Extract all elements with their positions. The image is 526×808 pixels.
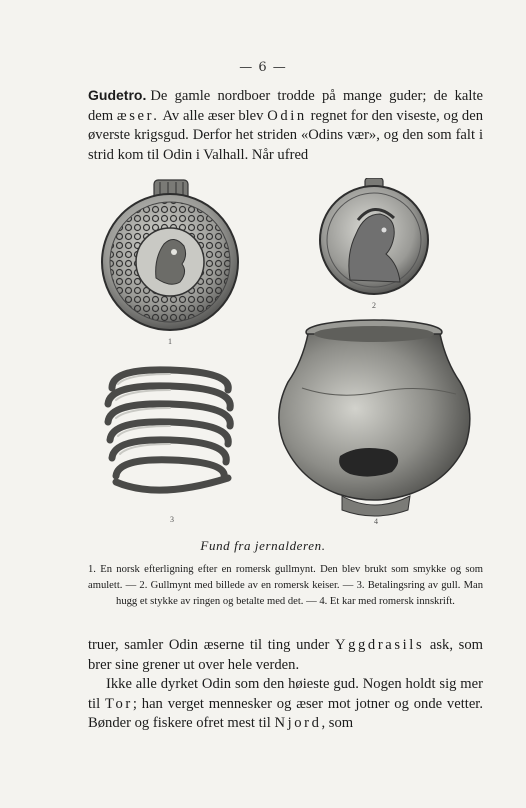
spaced-word-tor: Tor	[105, 695, 133, 712]
spaced-word-odin: Odin	[267, 107, 307, 124]
page-number: — 6 —	[239, 60, 287, 75]
spaced-word-yggdrasils: Yggdrasils	[334, 637, 425, 653]
figure-caption-text: 1. En norsk efterligning efter en romersk gullmynt. Den blev brukt som smykke og som amulett. — 2. Gullmynt med billede av en romersk keiser. — 3. Betalingsring av gull. Man hugg et stykke av ringen og betalte med det. — 4. Et kar med romersk innskrift.	[88, 564, 483, 607]
p2-text-b: ; han verget mennesker og æser mot jotner og onde vetter. Bønder og fiskere ofret mest til	[88, 695, 483, 732]
p1-text-a: truer, samler Odin æserne til ting under	[88, 637, 335, 653]
bracteate-item	[102, 180, 238, 330]
pot-item	[279, 320, 470, 516]
intro-paragraph	[88, 86, 483, 165]
coin-item	[320, 178, 428, 294]
spaced-word-njord: Njord	[274, 715, 322, 732]
p1-text-b: ask, som brer sine grener ut over hele verden.	[88, 637, 483, 673]
p2-text-a: Ikke alle dyrket Odin som den høieste gud. Nogen holdt sig mer til	[88, 676, 483, 712]
spiral-ring-item	[108, 370, 230, 490]
label-2: 2	[372, 301, 376, 310]
continuation-text	[88, 636, 483, 734]
continuation-paragraph-1	[88, 636, 483, 675]
intro-text-a: De gamle nordboer trodde på mange guder; de kalte dem	[88, 88, 483, 124]
p2-text-c: , som	[321, 715, 354, 732]
artifact-figure	[88, 178, 488, 528]
intro-text-c: regnet for den viseste, og den øverste krigsgud. Derfor het striden «Odins vær», og den som falt i strid kom til Odin i Valhall. Når ufred	[88, 107, 483, 163]
figure-caption-title: Fund fra jernalderen.	[200, 538, 326, 553]
artifact-illustration	[88, 178, 488, 528]
label-4: 4	[374, 517, 378, 526]
label-1: 1	[168, 337, 172, 346]
spaced-word-aeser: æser.	[116, 107, 160, 124]
label-3: 3	[170, 515, 174, 524]
continuation-paragraph-2	[88, 675, 483, 734]
intro-text-b: Av alle æser blev	[159, 107, 268, 124]
section-heading: Gudetro.	[88, 87, 147, 103]
